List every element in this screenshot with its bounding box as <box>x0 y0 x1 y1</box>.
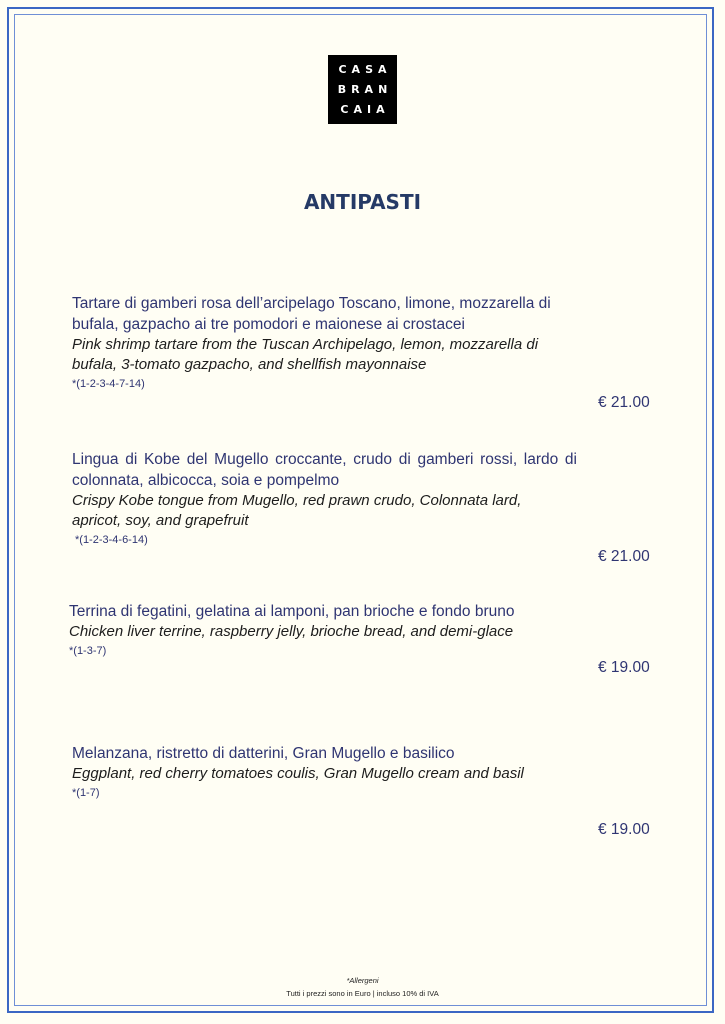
dish-allergens: *(1-2-3-4-6-14) <box>75 534 148 546</box>
dish-allergens: *(1-7) <box>72 787 100 799</box>
dish-name-it: Melanzana, ristretto di datterini, Gran Mugello e basilico <box>72 745 455 762</box>
dish-name-en: Crispy Kobe tongue from Mugello, red prawn crudo, Colonnata lard, apricot, soy, and grapefruit <box>72 492 522 529</box>
dish-price: € 19.00 <box>598 821 650 838</box>
dish-name-it: Lingua di Kobe del Mugello croccante, crudo di gamberi rossi, lardo di colonnata, albicocca, soia e pompelmo <box>72 451 577 489</box>
vat-footnote: Tutti i prezzi sono in Euro | incluso 10% di IVA <box>286 989 439 998</box>
dish-allergens: *(1-2-3-4-7-14) <box>72 378 145 390</box>
dish-name-it: Terrina di fegatini, gelatina ai lamponi, pan brioche e fondo bruno <box>69 603 515 620</box>
dish-name-en: Eggplant, red cherry tomatoes coulis, Gran Mugello cream and basil <box>72 765 524 782</box>
menu-item <box>72 449 577 547</box>
dish-price: € 19.00 <box>598 659 650 676</box>
dish-name-it: Tartare di gamberi rosa dell’arcipelago Toscano, limone, mozzarella di bufala, gazpacho ai tre pomodori e maionese ai crostacei <box>72 295 551 333</box>
dish-price: € 21.00 <box>598 394 650 411</box>
dish-allergens: *(1-3-7) <box>69 645 107 657</box>
logo-line-1: CASA <box>338 63 392 76</box>
logo-line-3: CAIA <box>340 103 390 116</box>
section-title: ANTIPASTI <box>303 190 422 214</box>
dish-name-en: Pink shrimp tartare from the Tuscan Archipelago, lemon, mozzarella di bufala, 3-tomato gazpacho, and shellfish mayonnaise <box>72 336 539 373</box>
dish-price: € 21.00 <box>598 548 650 565</box>
dish-name-en: Chicken liver terrine, raspberry jelly, brioche bread, and demi-glace <box>69 623 514 640</box>
brand-logo <box>328 55 397 124</box>
menu-item <box>69 601 569 658</box>
menu-item <box>72 293 577 391</box>
allergens-footnote: *Allergeni <box>346 976 379 985</box>
menu-item <box>72 743 557 800</box>
logo-line-2: BRAN <box>337 83 393 96</box>
